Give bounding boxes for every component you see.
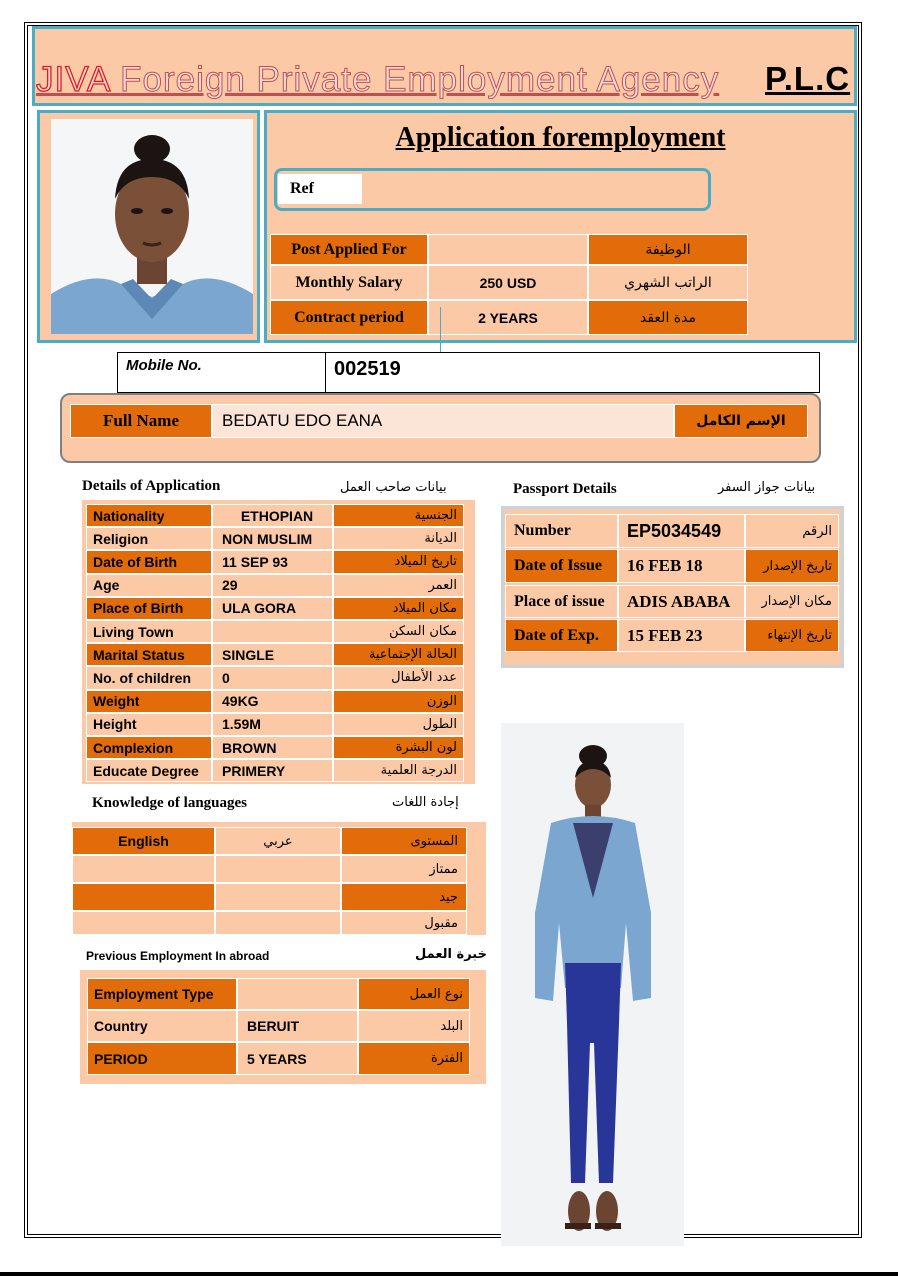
- passport-value: ADIS ABABA: [618, 585, 745, 618]
- details-value: 11 SEP 93: [212, 550, 333, 573]
- details-label: Living Town: [86, 620, 212, 643]
- mobile-row: [117, 352, 820, 393]
- passport-label: Number: [505, 514, 618, 548]
- mobile-separator: [325, 352, 326, 393]
- language-cell: [215, 855, 341, 883]
- language-english: English: [72, 827, 215, 855]
- contract-period-arabic: مدة العقد: [588, 300, 748, 335]
- post-applied-arabic: الوظيفة: [588, 234, 748, 265]
- previous-value: [237, 978, 358, 1010]
- previous-value: 5 YEARS: [237, 1042, 358, 1075]
- details-value: 1.59M: [212, 713, 333, 736]
- passport-value: EP5034549: [618, 514, 745, 548]
- connector-line: [440, 307, 441, 352]
- language-arabic: عربي: [215, 827, 341, 855]
- contract-period-value: 2 YEARS: [428, 300, 588, 335]
- agency-title: [36, 60, 719, 100]
- details-value: ULA GORA: [212, 597, 333, 620]
- details-value: ETHOPIAN: [212, 504, 333, 527]
- details-label: No. of children: [86, 666, 212, 689]
- details-value: BROWN: [212, 736, 333, 759]
- details-heading: Details of Application: [82, 478, 221, 494]
- details-label: Weight: [86, 690, 212, 713]
- details-value: [212, 620, 333, 643]
- language-cell: [215, 911, 341, 935]
- details-arabic: الديانة: [333, 527, 464, 550]
- passport-heading: Passport Details: [513, 481, 617, 497]
- passport-arabic: تاريخ الإنتهاء: [745, 619, 839, 652]
- details-value: 29: [212, 574, 333, 597]
- language-level-excellent: ممتاز: [341, 855, 467, 883]
- agency-name-rest: Foreign Private Employment Agency: [120, 60, 720, 99]
- passport-label: Date of Issue: [505, 549, 618, 583]
- application-title: Application foremployment: [395, 122, 726, 153]
- passport-heading-arabic: بيانات جواز السفر: [718, 480, 816, 495]
- agency-suffix: P.L.C: [765, 60, 851, 97]
- language-cell: [72, 911, 215, 935]
- languages-heading: Knowledge of languages: [92, 795, 248, 811]
- details-arabic: لون البشرة: [333, 736, 464, 759]
- mobile-value: 002519: [334, 358, 401, 380]
- previous-value: BERUIT: [237, 1010, 358, 1042]
- portrait-photo: [51, 119, 253, 334]
- details-label: Nationality: [86, 504, 212, 527]
- details-arabic: مكان السكن: [333, 620, 464, 643]
- ref-label: Ref: [278, 174, 362, 204]
- details-label: Place of Birth: [86, 597, 212, 620]
- monthly-salary-value: 250 USD: [428, 265, 588, 300]
- details-value: SINGLE: [212, 643, 333, 666]
- previous-label: Employment Type: [87, 978, 237, 1010]
- passport-arabic: مكان الإصدار: [745, 585, 839, 618]
- monthly-salary-arabic: الراتب الشهري: [588, 265, 748, 300]
- details-arabic: الحالة الإجتماعية: [333, 643, 464, 666]
- full-name-arabic: الإسم الكامل: [674, 404, 808, 438]
- passport-value: 15 FEB 23: [618, 619, 745, 652]
- passport-value: 16 FEB 18: [618, 549, 745, 583]
- details-label: Marital Status: [86, 643, 212, 666]
- language-cell: [72, 883, 215, 911]
- details-label: Height: [86, 713, 212, 736]
- previous-heading: Previous Employment In abroad: [86, 949, 270, 963]
- details-arabic: الوزن: [333, 690, 464, 713]
- previous-arabic: البلد: [358, 1010, 470, 1042]
- language-cell: [215, 883, 341, 911]
- monthly-salary-label: Monthly Salary: [270, 265, 428, 300]
- previous-arabic: الفترة: [358, 1042, 470, 1075]
- passport-label: Date of Exp.: [505, 619, 618, 652]
- details-heading-arabic: بيانات صاحب العمل: [340, 480, 447, 495]
- details-arabic: العمر: [333, 574, 464, 597]
- agency-name-first: JIVA: [36, 60, 110, 99]
- details-label: Educate Degree: [86, 759, 212, 782]
- details-value: 0: [212, 666, 333, 689]
- contract-period-label: Contract period: [270, 300, 428, 335]
- details-label: Date of Birth: [86, 550, 212, 573]
- language-level-good: جيد: [341, 883, 467, 911]
- passport-arabic: الرقم: [745, 514, 839, 548]
- details-label: Age: [86, 574, 212, 597]
- details-label: Religion: [86, 527, 212, 550]
- previous-heading-arabic: خبرة العمل: [415, 947, 487, 962]
- full-body-photo: [501, 723, 684, 1246]
- previous-label: Country: [87, 1010, 237, 1042]
- details-arabic: الجنسية: [333, 504, 464, 527]
- details-arabic: عدد الأطفال: [333, 666, 464, 689]
- details-value: 49KG: [212, 690, 333, 713]
- full-name-value: BEDATU EDO EANA: [212, 404, 674, 438]
- language-level-header: المستوى: [341, 827, 467, 855]
- previous-arabic: نوع العمل: [358, 978, 470, 1010]
- passport-arabic: تاريخ الإصدار: [745, 549, 839, 583]
- previous-label: PERIOD: [87, 1042, 237, 1075]
- details-arabic: الدرجة العلمية: [333, 759, 464, 782]
- passport-label: Place of issue: [505, 585, 618, 618]
- details-arabic: تاريخ الميلاد: [333, 550, 464, 573]
- bottom-rule: [0, 1272, 898, 1276]
- post-applied-value: [428, 234, 588, 265]
- details-arabic: الطول: [333, 713, 464, 736]
- details-value: PRIMERY: [212, 759, 333, 782]
- language-cell: [72, 855, 215, 883]
- post-applied-label: Post Applied For: [270, 234, 428, 265]
- details-label: Complexion: [86, 736, 212, 759]
- language-level-acceptable: مقبول: [341, 911, 467, 935]
- details-value: NON MUSLIM: [212, 527, 333, 550]
- full-name-label: Full Name: [70, 404, 212, 438]
- details-arabic: مكان الميلاد: [333, 597, 464, 620]
- languages-heading-arabic: إجادة اللغات: [392, 795, 459, 810]
- mobile-label: Mobile No.: [126, 357, 202, 374]
